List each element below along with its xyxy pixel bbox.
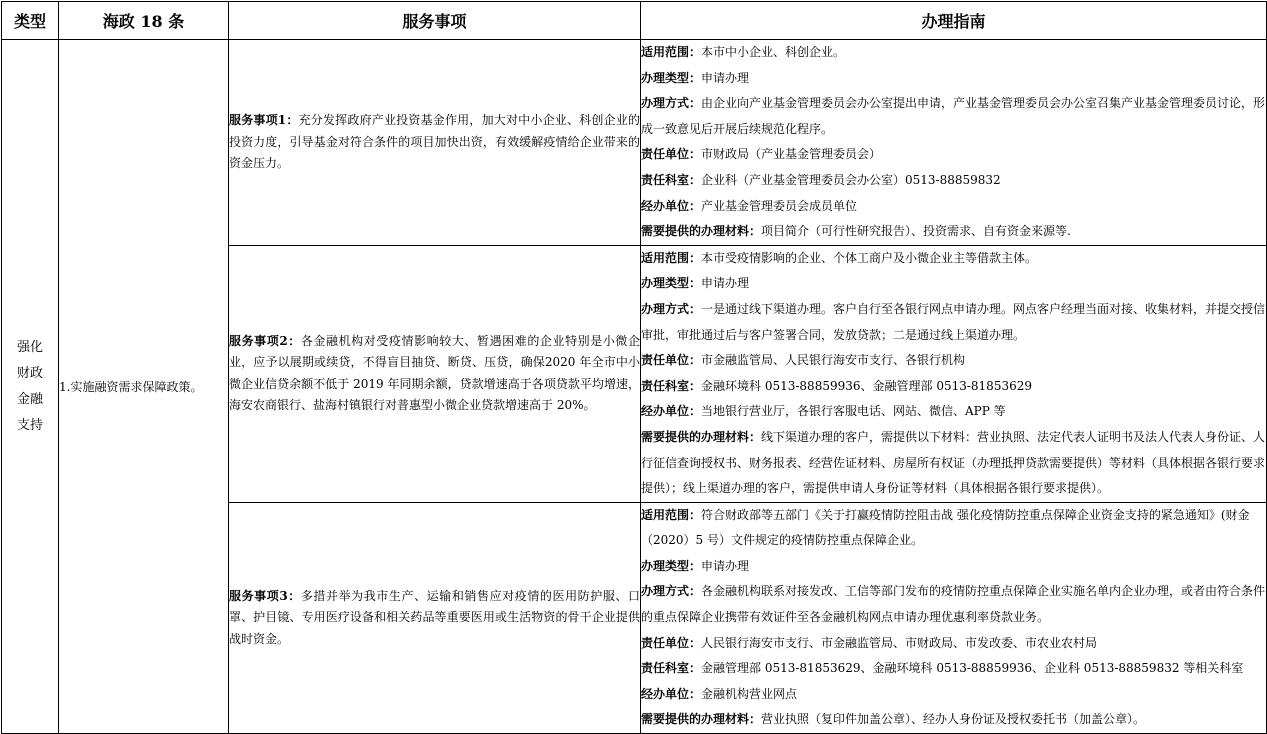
guide-line	[641, 503, 1266, 554]
guide-line	[641, 40, 1266, 66]
guide-text: 市金融监管局、人民银行海安市支行、各银行机构	[701, 353, 966, 368]
category-cell	[2, 40, 59, 734]
guide-cell	[641, 502, 1267, 733]
guide-label: 责任单位：	[641, 353, 702, 368]
guide-line	[641, 425, 1266, 502]
guide-label: 责任科室：	[641, 172, 702, 187]
guide-label: 责任科室：	[641, 661, 702, 676]
guide-text: 项目简介（可行性研究报告）、投资需求、自有资金来源等.	[761, 224, 1071, 239]
clause-text: 1.实施融资需求保障政策。	[59, 380, 203, 395]
service-label: 服务事项1：	[229, 113, 299, 128]
guide-line	[641, 656, 1266, 682]
policy-table	[1, 1, 1267, 734]
guide-line	[641, 219, 1266, 245]
guide-text: 本市受疫情影响的企业、个体工商户及小微企业主等借款主体。	[701, 250, 1038, 265]
service-label: 服务事项2：	[229, 333, 301, 348]
guide-line	[641, 66, 1266, 92]
guide-text: 符合财政部等五部门《关于打赢疫情防控阻击战 强化疫情防控重点保障企业资金支持的紧急通知》(财金（2020）5 号）文件规定的疫情防控重点保障企业。	[641, 507, 1250, 548]
guide-line	[641, 142, 1266, 168]
guide-text: 金融环境科 0513-88859936、金融管理部 0513-81853629	[701, 378, 1032, 393]
guide-label: 办理类型：	[641, 276, 702, 291]
guide-label: 责任单位：	[641, 635, 702, 650]
guide-label: 适用范围：	[641, 507, 702, 522]
service-cell	[229, 245, 641, 502]
header-clause: 海政 18 条	[59, 2, 229, 40]
category-line: 支持	[16, 417, 43, 433]
guide-label: 办理类型：	[641, 70, 702, 85]
guide-text: 金融机构营业网点	[701, 686, 798, 701]
guide-text: 产业基金管理委员会成员单位	[701, 198, 858, 213]
guide-line	[641, 399, 1266, 425]
guide-label: 经办单位：	[641, 404, 702, 419]
guide-label: 办理方式：	[641, 301, 702, 316]
guide-line	[641, 682, 1266, 708]
guide-label: 经办单位：	[641, 686, 702, 701]
service-text: 多措并举为我市生产、运输和销售应对疫情的医用防护服、口罩、护目镜、专用医疗设备和相关药品等重要医用或生活物资的骨干企业提供战时资金。	[229, 588, 640, 646]
category-line: 金融	[16, 391, 43, 407]
guide-cell	[641, 245, 1267, 502]
guide-label: 适用范围：	[641, 250, 702, 265]
guide-label: 责任科室：	[641, 378, 702, 393]
service-label: 服务事项3：	[229, 588, 301, 603]
guide-line	[641, 631, 1266, 657]
guide-line	[641, 348, 1266, 374]
guide-text: 由企业向产业基金管理委员会办公室提出申请，产业基金管理委员会办公室召集产业基金管理委员讨论，形成一致意见后开展后续规范化程序。	[641, 96, 1266, 136]
guide-label: 办理方式：	[641, 96, 702, 111]
guide-label: 适用范围：	[641, 45, 702, 59]
header-type: 类型	[2, 2, 59, 40]
guide-text: 线下渠道办理的客户，需提供以下材料：营业执照、法定代表人证明书及法人代表人身份证、人行征信查询授权书、财务报表、经营佐证材料、房屋所有权证（办理抵押贷款需要提供）等材料（具体根据各银行要求提供）；线上渠道办理的客户，需提供申请人身份证等材料（具体根据各银行要求提供）。	[641, 429, 1266, 496]
service-text: 各金融机构对受疫情影响较大、暂遇困难的企业特别是小微企业，应予以展期或续贷，不得盲目抽贷、断贷、压贷，确保2020 年全市中小微企业信贷余额不低于 2019 年同期余额，贷款增速高于各项贷款平均增速，海安农商银行、盐海村镇银行对普惠型小微企业贷款增速高于 20%。	[229, 333, 640, 413]
header-service: 服务事项	[229, 2, 641, 40]
guide-text: 各金融机构联系对接发改、工信等部门发布的疫情防控重点保障企业实施名单内企业办理，或者由符合条件的重点保障企业携带有效证件至各金融机构网点申请办理优惠利率贷款业务。	[641, 584, 1266, 625]
guide-line	[641, 579, 1266, 630]
guide-label: 需要提供的办理材料：	[641, 429, 762, 444]
guide-line	[641, 374, 1266, 400]
guide-label: 需要提供的办理材料：	[641, 712, 762, 727]
guide-line	[641, 246, 1266, 272]
category-line: 财政	[16, 365, 43, 381]
table-row	[2, 40, 1267, 246]
guide-label: 办理类型：	[641, 558, 702, 573]
guide-line	[641, 554, 1266, 580]
guide-text: 当地银行营业厅，各银行客服电话、网站、微信、APP 等	[701, 404, 1006, 419]
guide-text: 市财政局（产业基金管理委员会）	[701, 147, 882, 162]
clause-cell	[59, 40, 229, 734]
guide-label: 需要提供的办理材料：	[641, 224, 762, 239]
guide-text: 金融管理部 0513-81853629、金融环境科 0513-88859936、企业科 0513-88859832 等相关科室	[701, 661, 1244, 676]
service-text: 充分发挥政府产业投资基金作用，加大对中小企业、科创企业的投资力度，引导基金对符合条件的项目加快出资，有效缓解疫情给企业带来的资金压力。	[229, 113, 640, 171]
guide-line	[641, 271, 1266, 297]
guide-label: 办理方式：	[641, 584, 702, 599]
guide-line	[641, 168, 1266, 194]
guide-text: 企业科（产业基金管理委员会办公室）0513-88859832	[701, 172, 1001, 187]
service-cell	[229, 40, 641, 246]
guide-label: 经办单位：	[641, 198, 702, 213]
header-guide: 办理指南	[641, 2, 1267, 40]
service-cell	[229, 502, 641, 733]
guide-cell	[641, 40, 1267, 246]
guide-text: 申请办理	[701, 276, 750, 291]
guide-text: 申请办理	[701, 558, 750, 573]
guide-line	[641, 194, 1266, 220]
guide-text: 一是通过线下渠道办理。客户自行至各银行网点申请办理。网点客户经理当面对接、收集材料，并提交授信审批，审批通过后与客户签署合同，发放贷款；二是通过线上渠道办理。	[641, 301, 1266, 342]
guide-label: 责任单位：	[641, 147, 702, 162]
guide-line	[641, 297, 1266, 348]
guide-line	[641, 707, 1266, 733]
category-line: 强化	[16, 339, 43, 355]
guide-text: 本市中小企业、科创企业。	[701, 45, 846, 59]
guide-text: 人民银行海安市支行、市金融监管局、市财政局、市发改委、市农业农村局	[701, 635, 1098, 650]
header-row	[2, 2, 1267, 40]
guide-line	[641, 91, 1266, 142]
guide-text: 营业执照（复印件加盖公章）、经办人身份证及授权委托书（加盖公章）。	[761, 712, 1146, 727]
guide-text: 申请办理	[701, 70, 750, 85]
